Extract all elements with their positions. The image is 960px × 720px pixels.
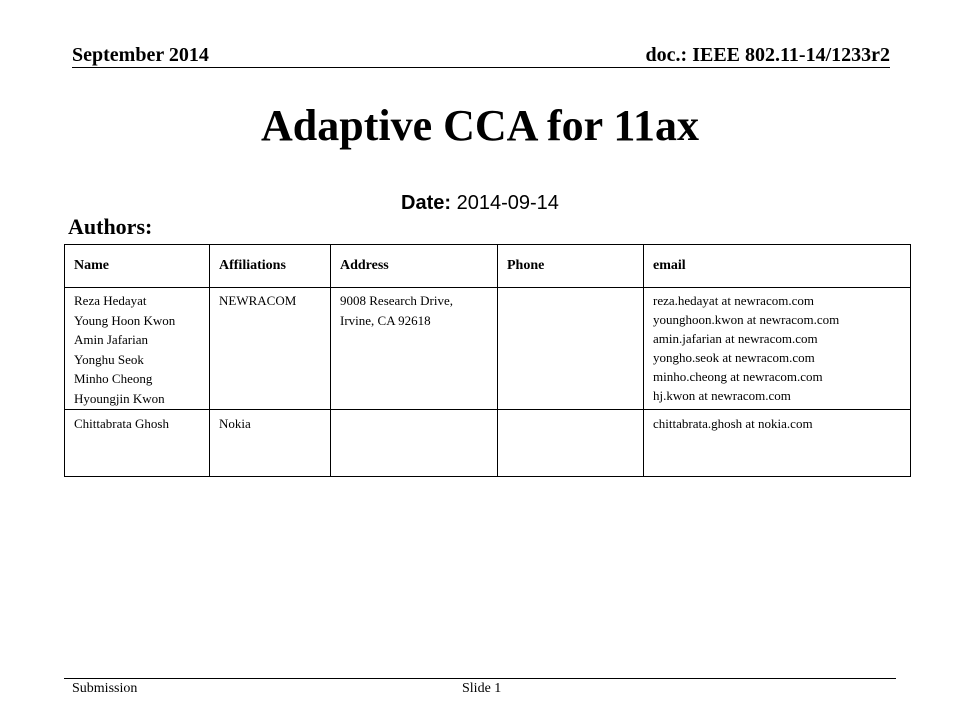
author-name: Minho Cheong (74, 371, 153, 386)
table-header-row (65, 245, 911, 288)
table-row (65, 410, 911, 477)
cell-phone (498, 410, 644, 477)
header-doc-id: doc.: IEEE 802.11-14/1233r2 (645, 44, 890, 66)
authors-table (64, 244, 911, 477)
cell-phone (498, 288, 644, 410)
column-header-email: email (644, 245, 911, 288)
cell-address (331, 410, 498, 477)
cell-emails (644, 288, 911, 410)
author-email: younghoon.kwon at newracom.com (653, 312, 840, 327)
cell-emails (644, 410, 911, 477)
author-email: amin.jafarian at newracom.com (653, 331, 818, 346)
table-row (65, 288, 911, 410)
slide-title: Adaptive CCA for 11ax (261, 101, 699, 150)
author-email: hj.kwon at newracom.com (653, 388, 791, 403)
author-name: Hyoungjin Kwon (74, 390, 165, 406)
column-header-phone: Phone (498, 245, 644, 288)
header-divider (72, 67, 890, 68)
date-line (0, 192, 960, 215)
author-name: Yonghu Seok (74, 351, 144, 367)
cell-names (65, 410, 210, 477)
author-email: yongho.seok at newracom.com (653, 350, 815, 365)
date-label: Date: (401, 192, 452, 214)
author-name: Young Hoon Kwon (74, 312, 176, 328)
date-value: 2014-09-14 (456, 192, 559, 214)
author-name: Amin Jafarian (74, 332, 149, 347)
footer-submission: Submission (72, 681, 138, 696)
column-header-name: Name (65, 245, 210, 288)
cell-affiliation: NEWRACOM (210, 288, 331, 410)
author-email: reza.hedayat at newracom.com (653, 293, 814, 308)
cell-affiliation: Nokia (210, 410, 331, 477)
cell-names (65, 288, 210, 410)
address-line: 9008 Research Drive, (340, 293, 453, 308)
author-email: minho.cheong at newracom.com (653, 369, 823, 384)
author-email: chittabrata.ghosh at nokia.com (653, 416, 813, 431)
footer-slide-number: Slide 1 (462, 681, 502, 696)
author-name: Reza Hedayat (74, 293, 147, 308)
header-date: September 2014 (72, 44, 209, 66)
column-header-address: Address (331, 245, 498, 288)
author-name: Chittabrata Ghosh (74, 416, 169, 431)
cell-address (331, 288, 498, 410)
address-line: Irvine, CA 92618 (340, 312, 431, 328)
footer-divider (64, 678, 896, 679)
column-header-affiliations: Affiliations (210, 245, 331, 288)
authors-heading: Authors: (68, 214, 153, 239)
